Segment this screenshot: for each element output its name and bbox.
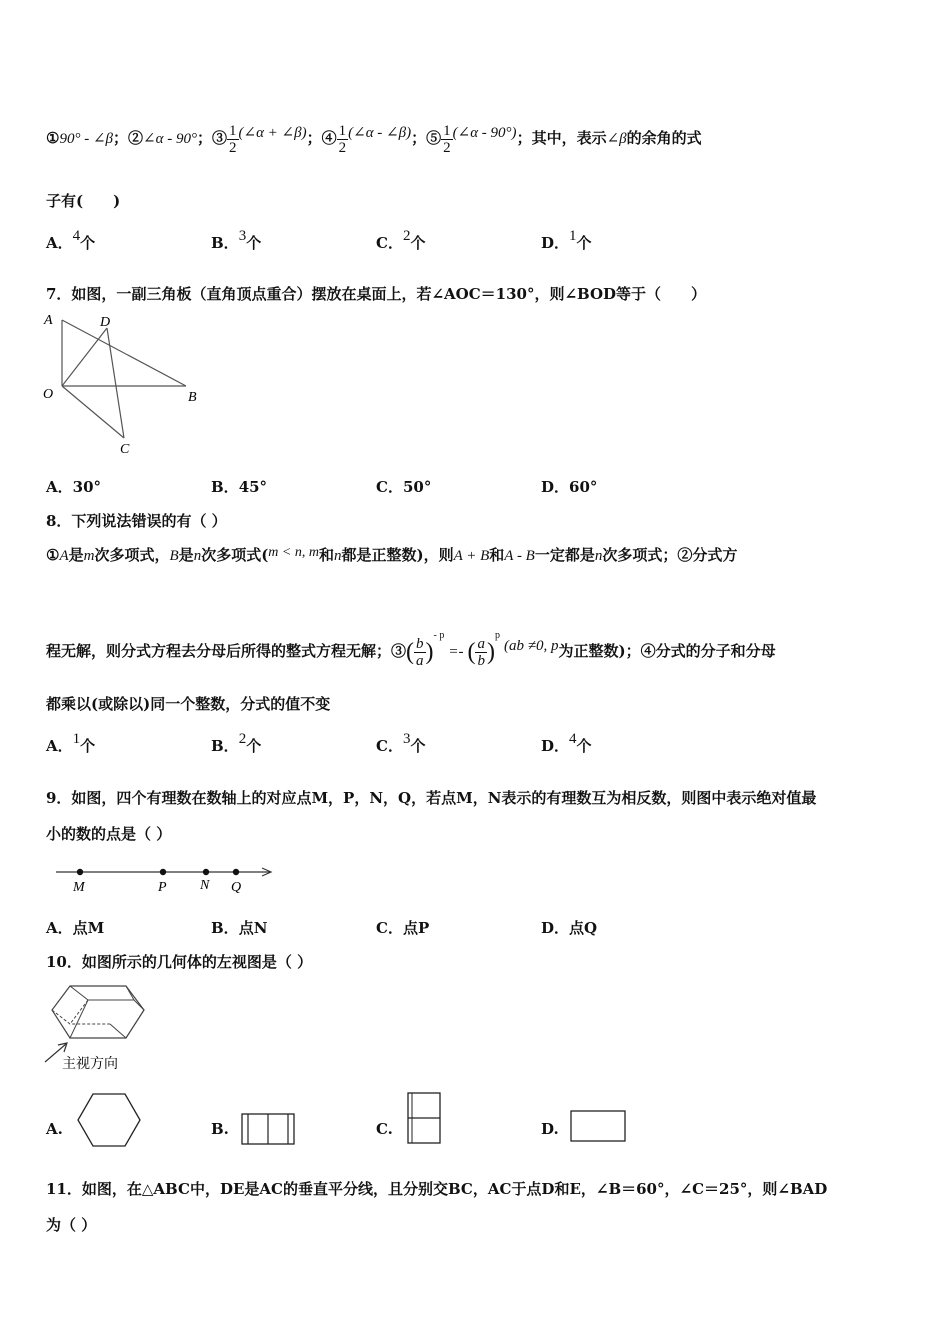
q7-text: 7．如图，一副三角板（直角顶点重合）摆放在桌面上，若∠AOC＝130°，则∠BOD等于（ ） [46, 285, 707, 303]
q6-item1-num: ① [46, 129, 60, 147]
q6-option-c[interactable]: C．2个 [376, 228, 426, 252]
q6-item3-fraction: $\frac{1}{2}$ [229, 122, 237, 156]
q9-option-c[interactable]: C．点P [376, 919, 430, 937]
q6-item2-expr: ∠α - 90° [143, 131, 197, 147]
q8-option-b[interactable]: B．2个 [211, 731, 262, 755]
q7-label-c: C [120, 442, 130, 457]
q11-line2: 为（ ） [46, 1216, 97, 1234]
q9-label-p: P [158, 880, 167, 895]
q9-option-a[interactable]: A．点M [46, 919, 105, 937]
q9-option-d[interactable]: D．点Q [541, 919, 598, 937]
q6-sep1: ； [113, 129, 129, 147]
q6-item5-num: ⑤ [426, 129, 442, 147]
q8-option-a[interactable]: A．1个 [46, 731, 96, 755]
q6-option-a[interactable]: A．4个 [46, 228, 96, 252]
q10-option-c[interactable]: C. [376, 1120, 393, 1138]
q10-option-b[interactable]: B. [211, 1120, 229, 1138]
q6-sep3: ； [306, 129, 322, 147]
q6-tail-sym: ∠β [606, 131, 627, 147]
q9-line2: 小的数的点是（ ） [46, 825, 172, 843]
q10-text: 10．如图所示的几何体的左视图是（ ） [46, 953, 313, 971]
q6-item3-num: ③ [211, 129, 227, 147]
q7-label-b: B [188, 390, 197, 405]
q7-option-b[interactable]: B．45° [211, 478, 268, 496]
q7-label-o: O [43, 387, 54, 402]
q6-item2-num: ② [128, 129, 144, 147]
q9-label-q: Q [231, 880, 242, 895]
q8-option-d[interactable]: D．4个 [541, 731, 592, 755]
q6-line2: 子有( ) [46, 192, 121, 210]
q6-item4-fraction: $\frac{1}{2}$ [338, 122, 347, 156]
q6-sep2: ； [196, 129, 212, 147]
q6-option-b[interactable]: B．3个 [211, 228, 262, 252]
q8-line3: 都乘以(或除以)同一个整数，分式的值不变 [46, 695, 331, 713]
q6-item5-fraction: $\frac{1}{2}$ [443, 122, 451, 156]
q8-line1: ①A是m次多项式，B是n次多项式(m < n, m和n都是正整数)，则A + B和A - B一定都是n次多项式；②分式方 [46, 545, 738, 564]
q10-option-a-hexagon[interactable] [76, 1092, 142, 1148]
q7-figure [40, 308, 210, 458]
q8-text: 8．下列说法错误的有（ ） [46, 512, 227, 530]
q10-option-d[interactable]: D. [541, 1120, 559, 1138]
q6-expressions [46, 108, 702, 158]
q7-option-a[interactable]: A．30° [46, 478, 102, 496]
q9-label-m: M [73, 880, 85, 895]
q9-point-q [233, 869, 239, 875]
q6-item5-expr: (∠α - 90°) [452, 125, 517, 141]
q6-item4-num: ④ [321, 129, 337, 147]
q7-option-d[interactable]: D．60° [541, 478, 598, 496]
q9-point-p [160, 869, 166, 875]
q9-option-b[interactable]: B．点N [211, 919, 268, 937]
q7-option-c[interactable]: C．50° [376, 478, 432, 496]
q7-label-a: A [44, 313, 53, 328]
q8-option-c[interactable]: C．3个 [376, 731, 426, 755]
q6-tail-pre: ；其中，表示 [516, 129, 607, 147]
q6-item3-expr: (∠α + ∠β) [238, 125, 307, 141]
q11-line1: 11．如图，在△ABC中，DE是AC的垂直平分线，且分别交BC，AC于点D和E，∠B＝60°，∠C＝25°，则∠BAD [46, 1180, 828, 1198]
q7-label-d: D [100, 315, 111, 330]
q10-option-c-rectangles[interactable] [406, 1091, 444, 1147]
q6-item4-expr: (∠α - ∠β) [348, 125, 412, 141]
q6-option-d[interactable]: D．1个 [541, 228, 592, 252]
q9-line1: 9．如图，四个有理数在数轴上的对应点M，P，N，Q，若点M，N表示的有理数互为相反数，则图中表示绝对值最 [46, 789, 817, 807]
q8-fraction-1: $\frac{b}{a}$ [416, 635, 424, 669]
q6-sep4: ； [411, 129, 427, 147]
q8-fraction-2: $\frac{a}{b}$ [477, 635, 485, 669]
q9-point-n [203, 869, 209, 875]
q9-label-n: N [200, 878, 210, 893]
q6-item1-expr: 90° - ∠β [59, 131, 113, 147]
q10-caption: 主视方向 [62, 1056, 118, 1072]
q10-option-d-rectangle[interactable] [569, 1109, 629, 1145]
q10-option-a[interactable]: A. [46, 1120, 63, 1138]
q8-line2: 程无解，则分式方程去分母后所得的整式方程无解；③( $\frac{b}{a}$ )$^{- p}$=- ( $\frac{a}{b}$ )$^p$(ab ≠0, p为正整数)；④分式的分子和分母 [46, 630, 776, 669]
q10-solid-figure [40, 980, 160, 1075]
q9-point-m [77, 869, 83, 875]
q6-tail-post: 的余角的式 [626, 129, 702, 147]
q9-number-line [50, 858, 280, 898]
q10-option-b-rectangles[interactable] [240, 1112, 298, 1146]
